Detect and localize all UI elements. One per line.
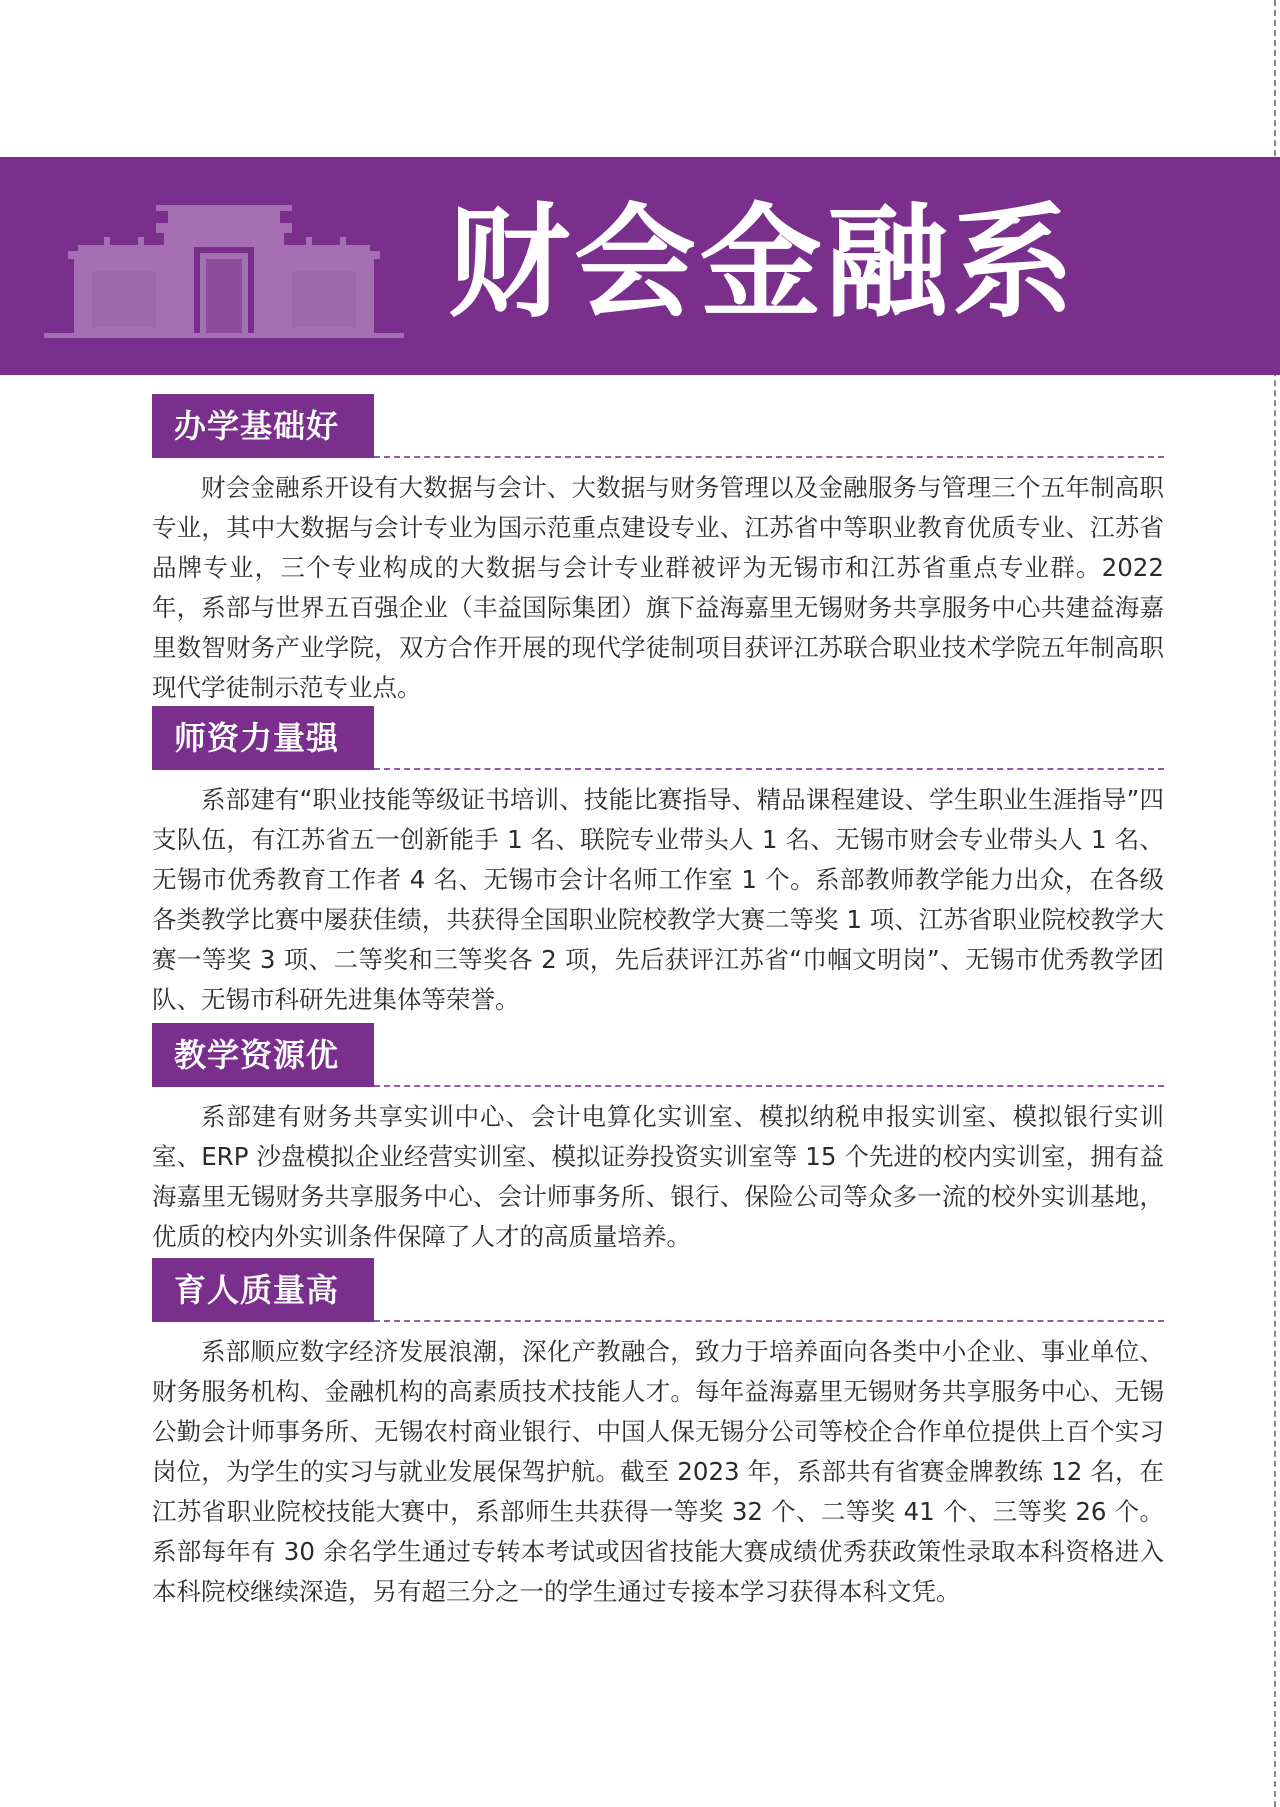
school-gate-icon — [44, 197, 404, 347]
section-quality — [152, 1258, 1164, 1612]
section-label: 师资力量强 — [152, 706, 374, 770]
section-paragraph: 系部顺应数字经济发展浪潮，深化产教融合，致力于培养面向各类中小企业、事业单位、财务服务机构、金融机构的高素质技术技能人才。每年益海嘉里无锡财务共享服务中心、无锡公勤会计师事务所、无锡农村商业银行、中国人保无锡分公司等校企合作单位提供上百个实习岗位，为学生的实习与就业发展保驾护航。截至 2023 年，系部共有省赛金牌教练 12 名，在江苏省职业院校技能大赛中，系部师生共获得一等奖 32 个、二等奖 41 个、三等奖 26 个。系部每年有 30 余名学生通过专转本考试或因省技能大赛成绩优秀获政策性录取本科资格进入本科院校继续深造，另有超三分之一的学生通过专接本学习获得本科文凭。 — [152, 1337, 1164, 1606]
page-title: 财会金融系 — [448, 190, 1078, 334]
section-resources — [152, 1023, 1164, 1257]
dashed-divider — [374, 456, 1164, 458]
section-label: 育人质量高 — [152, 1258, 374, 1322]
header-banner — [0, 157, 1280, 375]
section-paragraph: 系部建有财务共享实训中心、会计电算化实训室、模拟纳税申报实训室、模拟银行实训室、ERP 沙盘模拟企业经营实训室、模拟证券投资实训室等 15 个先进的校内实训室，拥有益海嘉里无锡财务共享服务中心、会计师事务所、银行、保险公司等众多一流的校外实训基地，优质的校内外实训条件保障了人才的高质量培养。 — [152, 1102, 1164, 1251]
section-header — [152, 706, 1164, 770]
section-paragraph: 系部建有“职业技能等级证书培训、技能比赛指导、精品课程建设、学生职业生涯指导”四支队伍，有江苏省五一创新能手 1 名、联院专业带头人 1 名、无锡市财会专业带头人 1 名、无锡市优秀教育工作者 4 名、无锡市会计名师工作室 1 个。系部教师教学能力出众，在各级各类教学比赛中屡获佳绩，共获得全国职业院校教学大赛二等奖 1 项、江苏省职业院校教学大赛一等奖 3 项、二等奖和三等奖各 2 项，先后获评江苏省“巾帼文明岗”、无锡市优秀教学团队、无锡市科研先进集体等荣誉。 — [152, 785, 1164, 1014]
section-header — [152, 1258, 1164, 1322]
dashed-divider — [374, 1320, 1164, 1322]
section-label: 教学资源优 — [152, 1023, 374, 1087]
dashed-divider — [374, 768, 1164, 770]
section-foundation — [152, 394, 1164, 708]
section-label: 办学基础好 — [152, 394, 374, 458]
dashed-divider — [374, 1085, 1164, 1087]
section-faculty — [152, 706, 1164, 1020]
section-paragraph: 财会金融系开设有大数据与会计、大数据与财务管理以及金融服务与管理三个五年制高职专业，其中大数据与会计专业为国示范重点建设专业、江苏省中等职业教育优质专业、江苏省品牌专业，三个专业构成的大数据与会计专业群被评为无锡市和江苏省重点专业群。2022 年，系部与世界五百强企业（丰益国际集团）旗下益海嘉里无锡财务共享服务中心共建益海嘉里数智财务产业学院，双方合作开展的现代学徒制项目获评江苏联合职业技术学院五年制高职现代学徒制示范专业点。 — [152, 473, 1164, 702]
section-header — [152, 1023, 1164, 1087]
section-header — [152, 394, 1164, 458]
